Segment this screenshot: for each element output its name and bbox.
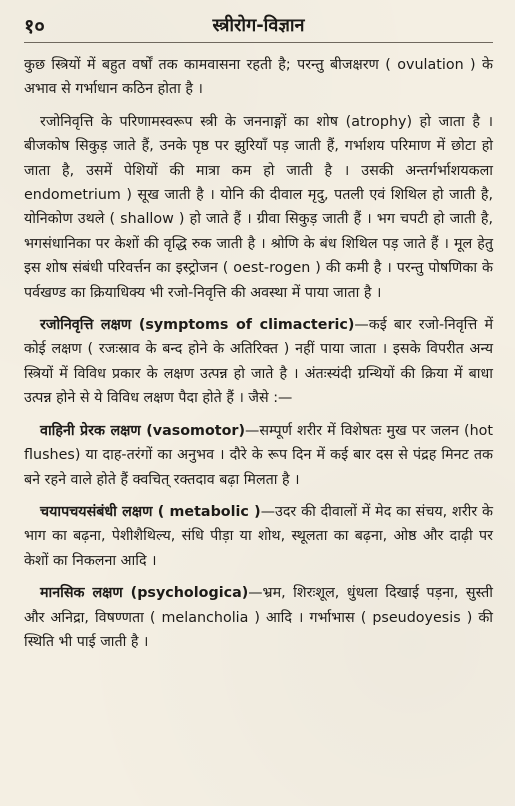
section-heading: वाहिनी प्रेरक लक्षण (vasomotor): [40, 422, 246, 439]
paragraph-vasomotor-symptoms: [24, 419, 493, 492]
section-heading: मानसिक लक्षण (psychologica): [40, 585, 249, 602]
page-body: [24, 53, 493, 654]
paragraph-text: —भ्रम, शिरःशूल, धुंधला दिखाई पड़ना, सुस्ती और अनिद्रा, विषण्णता ( melancholia ) आदि । गर्भाभास ( pseudoyesis ) की स्थिति भी पाई जाती है ।: [24, 585, 493, 650]
section-heading: रजोनिवृत्ति लक्षण (symptoms of climacteric): [40, 317, 355, 334]
paragraph-text: —सम्पूर्ण शरीर में विशेषतः मुख पर जलन (hot flushes) या दाह-तरंगों का अनुभव । दौरे के रूप दिन में कई बार दस से पंद्रह मिनट तक बने रहने वाले होते हैं क्वचित् रक्तदाव बढ़ा मिलता है ।: [24, 422, 493, 488]
page-number: १०: [24, 14, 45, 38]
paragraph-psychological-symptoms: [24, 581, 493, 654]
paragraph-atrophy: [24, 110, 493, 305]
paragraph-text: रजोनिवृत्ति के परिणामस्वरूप स्त्री के जननाङ्गों का शोष (atrophy) हो जाता है । बीजकोष सिकुड़ जाते हैं, उनके पृष्ठ पर झुरियाँ पड़ जाती हैं, गर्भाशय परिमाण में छोटा हो जाता है, उसमें पेशियों की मात्रा कम हो जाती है । उसकी अन्तर्गर्भाशयकला endometrium ) सूख जाती है । योनि की दीवाल मृदु, पतली एवं शिथिल हो जाती है, योनिकोण उथले ( shallow ) हो जाते हैं । ग्रीवा सिकुड़ जाती हैं । भग चपटी हो जाती है, भगसंधानिका पर केशों की वृद्धि रुक जाती है । श्रोणि के बंध शिथिल पड़ जाते हैं । मूल हेतु इस शोष संबंधी परिवर्त्तन का इस्ट्रोजन ( oest-rogen ) की कमी है । परन्तु पोषणिका के पर्वखण्ड का क्रियाधिक्य भी रजो-निवृत्ति की अवस्था में पाया जाता है ।: [24, 113, 493, 301]
page-header: [24, 14, 493, 43]
paragraph-ovulation-note: [24, 53, 493, 102]
paragraph-climacteric-symptoms: [24, 313, 493, 411]
paragraph-text: कुछ स्त्रियों में बहुत वर्षों तक कामवासना रहती है; परन्तु बीजक्षरण ( ovulation ) के अभाव से गर्भाधान कठिन होता है ।: [24, 57, 493, 98]
section-heading: चयापचयसंबंधी लक्षण ( metabolic ): [40, 503, 261, 520]
paragraph-text: —कई बार रजो-निवृत्ति में कोई लक्षण ( रजःस्राव के बन्द होने के अतिरिक्त ) नहीं पाया जाता । इसके विपरीत अन्य स्त्रियों में विविध प्रकार के लक्षण उत्पन्न हो जाते है । अंतःस्यंदी ग्रन्थियों की क्रिया में बाधा उत्पन्न होने से ये विविध लक्षण पैदा होते हैं । जैसे :—: [24, 317, 493, 407]
paragraph-text: —उदर की दीवालों में मेद का संचय, शरीर के भाग का बढ़ना, पेशीशैथिल्य, संधि पीड़ा या शोथ, स्थूलता का बढ़ना, ओष्ठ और दाढ़ी पर केशों का निकलना आदि ।: [24, 503, 493, 569]
running-title: स्त्रीरोग-विज्ञान: [212, 15, 305, 36]
paragraph-metabolic-symptoms: [24, 500, 493, 573]
